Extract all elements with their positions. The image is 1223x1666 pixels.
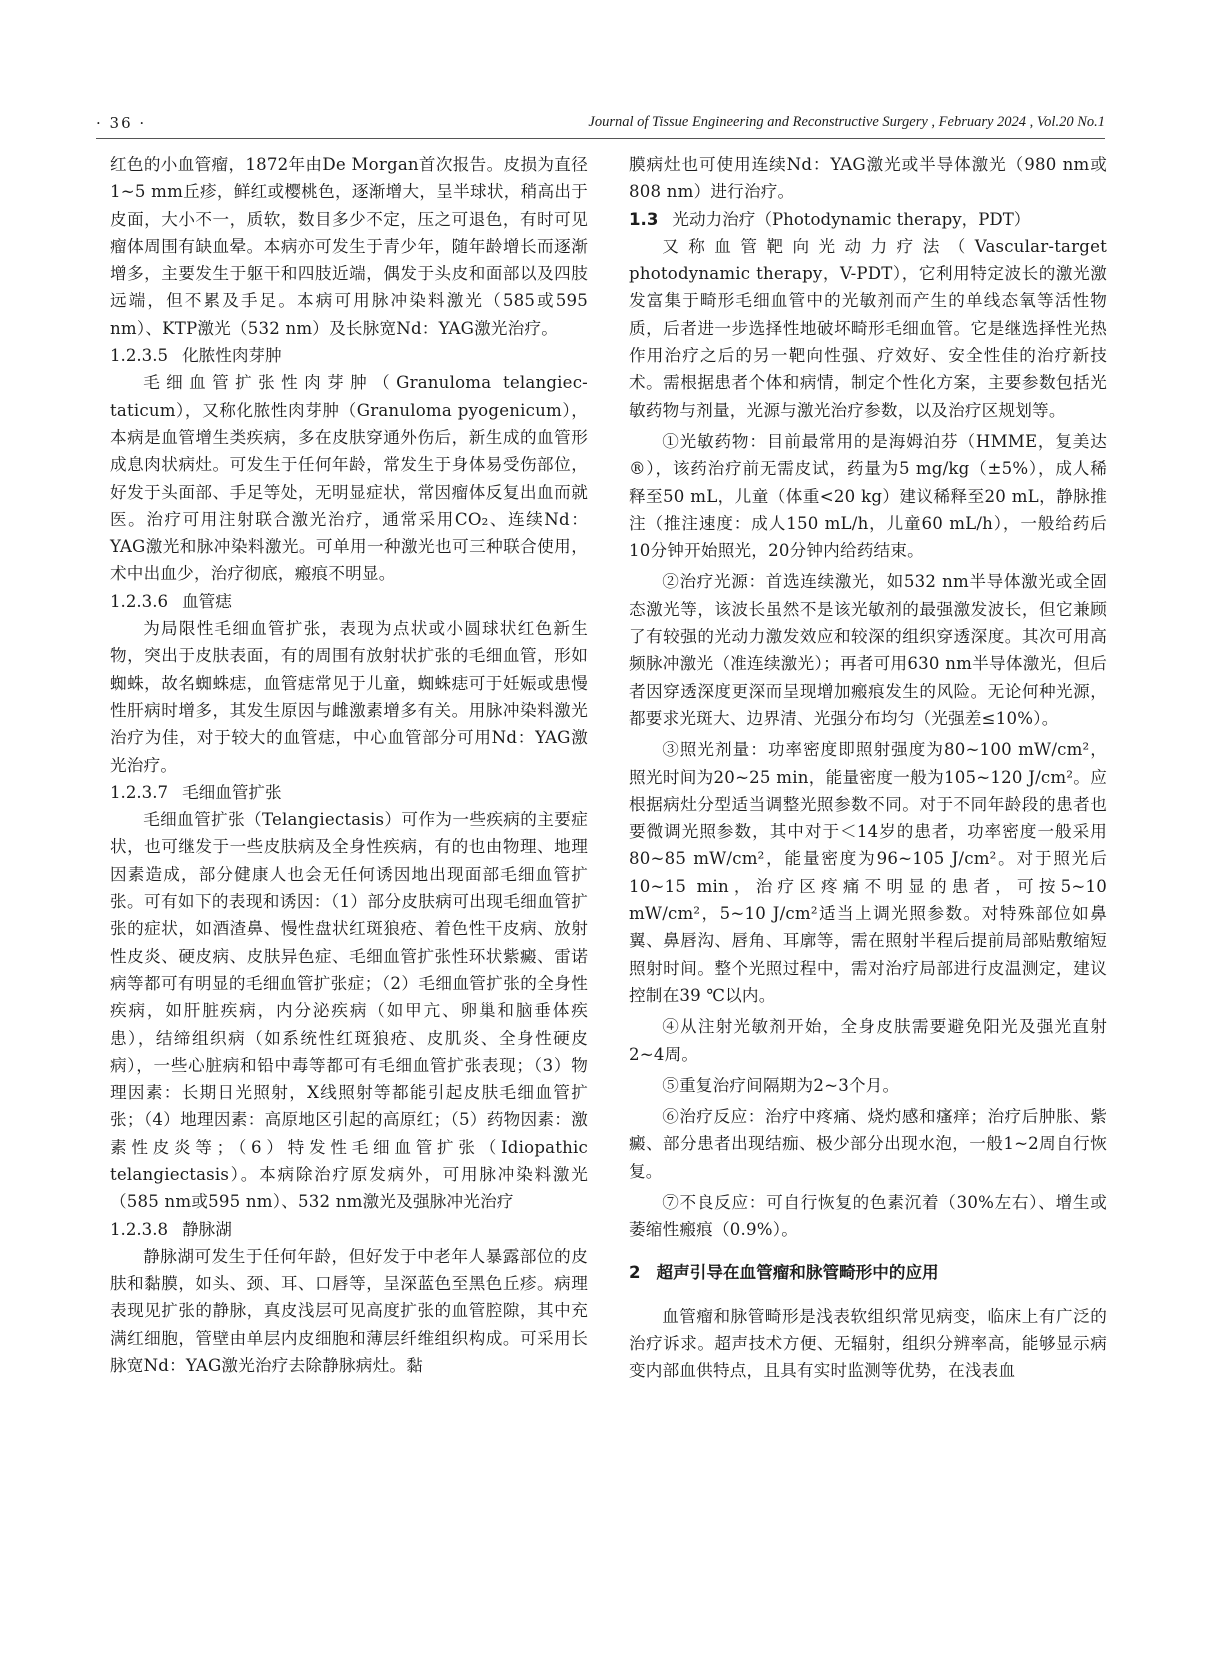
section-heading (110, 1216, 588, 1243)
list-item: ⑤重复治疗间隔期为2~3个月。 (662, 1075, 900, 1095)
paragraph: 血管瘤和脉管畸形是浅表软组织常见病变，临床上有广泛的治疗诉求。超声技术方便、无辐射，组织分辨率高，能够显示病变内部血供特点，且具有实时监测等优势，在浅表血 (629, 1306, 1107, 1381)
section-number: 1.3 (629, 209, 659, 229)
section-number: 1.2.3.6 (110, 591, 169, 611)
page-number: · 36 · (96, 114, 147, 132)
list-item: ②治疗光源：首选连续激光，如532 nm半导体激光或全固态激光等，该波长虽然不是该光敏剂的最强激发波长，但它兼顾了有较强的光动力激发效应和较深的组织穿透深度。其次可用高频脉冲激光（准连续激光）；再者可用630 nm半导体激光，但后者因穿透深度更深而呈现增加瘢痕发生的风险。无论何种光源，都要求光斑大、边界清、光强分布均匀（光强差≤10%）。 (629, 572, 1107, 728)
paragraph: 静脉湖可发生于任何年龄，但好发于中老年人暴露部位的皮肤和黏膜，如头、颈、耳、口唇等，呈深蓝色至黑色丘疹。病理表现见扩张的静脉，真皮浅层可见高度扩张的血管腔隙，其中充满红细胞，管壁由单层内皮细胞和薄层纤维组织构成。可采用长脉宽Nd：YAG激光治疗去除静脉病灶。黏 (110, 1246, 588, 1376)
section-title: 静脉湖 (182, 1219, 232, 1239)
journal-citation: Journal of Tissue Engineering and Reconstructive Surgery , February 2024 , Vol.20 No.1 (588, 114, 1105, 130)
section-number: 1.2.3.5 (110, 346, 169, 366)
list-item: ④从注射光敏剂开始，全身皮肤需要避免阳光及强光直射2~4周。 (629, 1017, 1107, 1064)
section-title: 超声引导在血管瘤和脉管畸形中的应用 (656, 1262, 939, 1282)
section-title: 光动力治疗（Photodynamic therapy，PDT） (672, 209, 1031, 229)
section-heading (110, 779, 588, 806)
section-heading (629, 206, 1107, 233)
paragraph: 又称血管靶向光动力疗法（Vascular-target photodynamic therapy，V-PDT），它利用特定波长的激光激发富集于畸形毛细血管中的光敏剂而产生的单线态氧等活性物质，后者进一步选择性地破坏畸形毛细血管。它是继选择性光热作用治疗之后的另一靶向性强、疗效好、安全性佳的治疗新技术。需根据患者个体和病情，制定个性化方案，主要参数包括光敏药物与剂量，光源与激光治疗参数，以及治疗区规划等。 (629, 236, 1107, 420)
list-item: ①光敏药物：目前最常用的是海姆泊芬（HMME，复美达®），该药治疗前无需皮试，药量为5 mg/kg（±5%），成人稀释至50 mL，儿童（体重<20 kg）建议稀释至20 mL，静脉推注（推注速度：成人150 mL/h，儿童60 mL/h），一般给药后10分钟开始照光，20分钟内给药结束。 (629, 431, 1107, 561)
section-number: 2 (629, 1262, 641, 1282)
paragraph: 膜病灶也可使用连续Nd：YAG激光或半导体激光（980 nm或808 nm）进行治疗。 (629, 155, 1107, 202)
paragraph: 红色的小血管瘤，1872年由De Morgan首次报告。皮损为直径1~5 mm丘疹，鲜红或樱桃色，逐渐增大，呈半球状，稍高出于皮面，大小不一，质软，数目多少不定，压之可退色，有时可见瘤体周围有缺血晕。本病亦可发生于青少年，随年龄增长而逐渐增多，主要发生于躯干和四肢近端，偶发于头皮和面部以及四肢远端，但不累及手足。本病可用脉冲染料激光（585或595 nm）、KTP激光（532 nm）及长脉宽Nd：YAG激光治疗。 (110, 155, 588, 338)
paragraph: 为局限性毛细血管扩张，表现为点状或小圆球状红色新生物，突出于皮肤表面，有的周围有放射状扩张的毛细血管，形如蜘蛛，故名蜘蛛痣，血管痣常见于儿童，蜘蛛痣可于妊娠或患慢性肝病时增多，其发生原因与雌激素增多有关。用脉冲染料激光治疗为佳，对于较大的血管痣，中心血管部分可用Nd：YAG激光治疗。 (110, 619, 588, 775)
section-heading (110, 342, 588, 369)
section-title: 血管痣 (182, 591, 232, 611)
list-item: ⑦不良反应：可自行恢复的色素沉着（30%左右）、增生或萎缩性瘢痕（0.9%）。 (629, 1192, 1107, 1240)
paragraph: 毛细血管扩张（Telangiectasis）可作为一些疾病的主要症状，也可继发于一些皮肤病及全身性疾病，有的也由物理、地理因素造成，部分健康人也会无任何诱因地出现面部毛细血管扩张。可有如下的表现和诱因：（1）部分皮肤病可出现毛细血管扩张的症状，如酒渣鼻、慢性盘状红斑狼疮、着色性干皮病、放射性皮炎、硬皮病、皮肤异色症、毛细血管扩张性环状紫癜、雷诺病等都可有明显的毛细血管扩张症；（2）毛细血管扩张的全身性疾病，如肝脏疾病，内分泌疾病（如甲亢、卵巢和脑垂体疾患），结缔组织病（如系统性红斑狼疮、皮肌炎、全身性硬皮病），一些心脏病和铅中毒等都可有毛细血管扩张表现；（3）物理因素：长期日光照射，X线照射等都能引起皮肤毛细血管扩张；（4）地理因素：高原地区引起的高原红；（5）药物因素：激素性皮炎等；（6）特发性毛细血管扩张（Idiopathic telangiectasis）。本病除治疗原发病外，可用脉冲染料激光（585 nm或595 nm）、532 nm激光及强脉冲光治疗 (110, 810, 588, 1212)
section-title: 毛细血管扩张 (182, 782, 282, 802)
running-header (96, 112, 1105, 139)
right-column (629, 151, 1107, 1385)
section-title: 化脓性肉芽肿 (182, 346, 282, 366)
section-heading (110, 588, 588, 615)
left-column (110, 151, 588, 1379)
section-heading (629, 1259, 1107, 1286)
section-number: 1.2.3.8 (110, 1219, 169, 1239)
list-item: ⑥治疗反应：治疗中疼痛、烧灼感和瘙痒；治疗后肿胀、紫癜、部分患者出现结痂、极少部分出现水泡，一般1~2周自行恢复。 (629, 1107, 1107, 1181)
paragraph: 毛细血管扩张性肉芽肿（Granuloma telangiec-taticum），又称化脓性肉芽肿（Granuloma pyogenicum），本病是血管增生类疾病，多在皮肤穿通外伤后，新生成的血管形成息肉状病灶。可发生于任何年龄，常发生于身体易受伤部位，好发于头面部、手足等处，无明显症状，常因瘤体反复出血而就医。治疗可用注射联合激光治疗，通常采用CO₂、连续Nd：YAG激光和脉冲染料激光。可单用一种激光也可三种联合使用，术中出血少，治疗彻底，瘢痕不明显。 (110, 373, 588, 584)
section-number: 1.2.3.7 (110, 782, 169, 802)
list-item: ③照光剂量：功率密度即照射强度为80~100 mW/cm²，照光时间为20~25 min，能量密度一般为105~120 J/cm²。应根据病灶分型适当调整光照参数不同。对于不同年龄段的患者也要微调光照参数，其中对于＜14岁的患者，功率密度一般采用80~85 mW/cm²，能量密度为96~105 J/cm²。对于照光后10~15 min，治疗区疼痛不明显的患者，可按5~10 mW/cm²，5~10 J/cm²适当上调光照参数。对特殊部位如鼻翼、鼻唇沟、唇角、耳廓等，需在照射半程后提前局部贴敷缩短照射时间。整个光照过程中，需对治疗局部进行皮温测定，建议控制在39 ℃以内。 (629, 740, 1107, 1005)
